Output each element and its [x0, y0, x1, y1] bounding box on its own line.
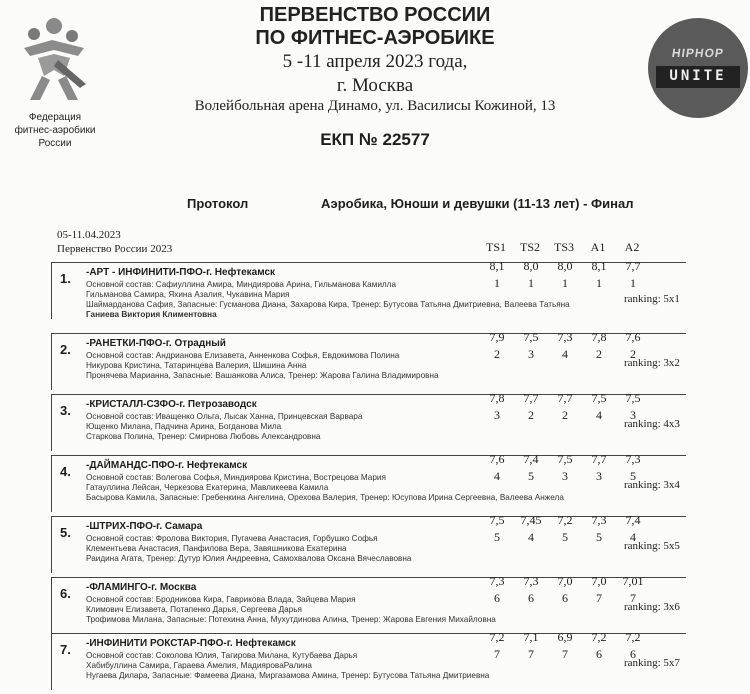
judge-place: 7: [494, 647, 500, 661]
ranking-label: ranking: 3x2: [624, 357, 680, 369]
federation-name-line3: России: [38, 138, 72, 149]
result-place: 1.: [60, 271, 71, 286]
ranking-label: ranking: 5x7: [624, 657, 680, 669]
result-place: 3.: [60, 403, 71, 418]
judge-place: 2: [562, 408, 568, 422]
judge-place: 1: [528, 276, 534, 290]
roster-line: Основной состав: Сафиуллина Амира, Миндиярова Арина, Гильманова Камилла: [86, 280, 397, 289]
team-name: -АРТ - ИНФИНИТИ-ПФО-г. Нефтекамск: [86, 267, 276, 278]
judge-place: 6: [596, 647, 602, 661]
judge-place: 4: [494, 469, 500, 483]
judge-score: 7,8: [591, 330, 607, 344]
result-place: 2.: [60, 342, 71, 357]
result-entry: [51, 330, 686, 390]
result-entry: [51, 452, 686, 512]
judge-place: 2: [596, 347, 602, 361]
judge-score: 7,3: [591, 513, 607, 527]
event-dates: 5 -11 апреля 2023 года,: [282, 51, 468, 72]
judge-place: 3: [528, 347, 534, 361]
judge-score: 7,7: [523, 391, 539, 405]
judge-score: 7,4: [523, 452, 539, 466]
judge-score: 7,7: [591, 452, 607, 466]
judge-score: 7,2: [489, 630, 505, 644]
judge-place: 5: [562, 530, 568, 544]
judge-place: 3: [596, 469, 602, 483]
roster-line: Основной состав: Иващенко Ольга, Лысак Ханна, Принцевская Варвара: [86, 412, 363, 421]
judge-score: 8,0: [557, 259, 573, 273]
judge-score: 7,0: [557, 574, 573, 588]
judge-place: 6: [528, 591, 534, 605]
judge-score: 7,8: [489, 391, 505, 405]
judge-score: 7,6: [625, 330, 641, 344]
result-entry: [51, 630, 686, 690]
roster-line: Ганиева Виктория Климентовна: [86, 310, 217, 319]
roster-line: Основной состав: Соколова Юлия, Тагирова Милана, Кутубаева Дарья: [86, 651, 358, 660]
judge-score: 7,5: [523, 330, 539, 344]
judge-place: 7: [562, 647, 568, 661]
judge-place: 6: [630, 647, 636, 661]
federation-logo: [14, 14, 94, 106]
judge-score: 7,5: [489, 513, 505, 527]
judge-place: 1: [596, 276, 602, 290]
result-entry: [51, 574, 686, 634]
roster-line: Основной состав: Фролова Виктория, Пугачева Анастасия, Горбушко Софья: [86, 534, 378, 543]
judge-place: 5: [596, 530, 602, 544]
ranking-label: ranking: 4x3: [624, 418, 680, 430]
ranking-label: ranking: 3x4: [624, 479, 680, 491]
judge-score: 8,1: [591, 259, 607, 273]
judge-place: 1: [494, 276, 500, 290]
judge-score: 6,9: [557, 630, 573, 644]
column-header-a2: A2: [624, 240, 640, 254]
judge-place: 3: [630, 408, 636, 422]
column-header-ts1: TS1: [485, 240, 506, 254]
judge-score: 7,5: [557, 452, 573, 466]
judge-place: 4: [596, 408, 602, 422]
roster-line: Трофимова Милана, Запасные: Потехина Анна, Мухутдинова Алина, Тренер: Жарова Евгения Михайловна: [86, 615, 496, 624]
judge-place: 4: [528, 530, 534, 544]
protocol-event: Первенство России 2023: [57, 243, 173, 255]
hiphop-unite-badge: [648, 18, 748, 118]
roster-line: Основной состав: Бродникова Кира, Гаврикова Влада, Зайцева Мария: [86, 595, 356, 604]
judge-place: 2: [494, 347, 500, 361]
federation-name-line2: фитнес-аэробики: [14, 125, 96, 136]
roster-line: Гильманова Самира, Яхина Азалия, Чукавина Мария: [86, 290, 290, 299]
badge-bottom-text: UNITE: [669, 68, 727, 84]
roster-line: Старкова Полина, Тренер: Смирнова Любовь Александровна: [86, 432, 321, 441]
judge-place: 3: [562, 469, 568, 483]
protocol-title: Аэробика, Юноши и девушки (11-13 лет) - Финал: [321, 196, 634, 211]
judge-place: 4: [562, 347, 568, 361]
team-name: -ДАЙМАНДС-ПФО-г. Нефтекамск: [86, 460, 248, 471]
judge-score: 7,1: [523, 630, 539, 644]
judge-score: 7,3: [625, 452, 641, 466]
team-name: -ШТРИХ-ПФО-г. Самара: [86, 521, 203, 532]
judge-score: 7,01: [622, 574, 644, 588]
judge-score: 7,7: [625, 259, 641, 273]
judge-place: 1: [630, 276, 636, 290]
roster-line: Основной состав: Андрианова Елизавета, Анненкова Софья, Евдокимова Полина: [86, 351, 400, 360]
judge-place: 5: [494, 530, 500, 544]
result-place: 7.: [60, 642, 71, 657]
judge-score: 7,9: [489, 330, 505, 344]
judge-score: 7,4: [625, 513, 641, 527]
roster-line: Нугаева Дилара, Запасные: Фамеева Диана, Миргазамова Амина, Тренер: Бутусова Татьяна Дмитриевна: [86, 671, 490, 680]
judge-place: 7: [630, 591, 636, 605]
federation-name-line1: Федерация: [28, 112, 82, 123]
judge-score: 7,7: [557, 391, 573, 405]
judge-place: 2: [630, 347, 636, 361]
ranking-label: ranking: 5x5: [624, 540, 680, 552]
judge-score: 7,6: [489, 452, 505, 466]
judge-place: 7: [528, 647, 534, 661]
judge-score: 7,45: [520, 513, 542, 527]
event-city: г. Москва: [336, 75, 414, 96]
judge-score: 7,2: [557, 513, 573, 527]
judge-score: 7,3: [489, 574, 505, 588]
roster-line: Гатауллина Лейсан, Черкезова Екатерина, Мавликеева Камила: [86, 483, 329, 492]
event-title-line2: ПО ФИТНЕС-АЭРОБИКЕ: [255, 27, 495, 49]
roster-line: Раидина Агата, Тренер: Дутур Юлия Андреевна, Самохвалова Оксана Вячеславовна: [86, 554, 412, 563]
judge-place: 4: [630, 530, 636, 544]
judge-place: 1: [562, 276, 568, 290]
roster-line: Пронячева Марианна, Запасные: Вашанкова Алиса, Тренер: Жарова Галина Владимировна: [86, 371, 439, 380]
protocol-date: 05-11.04.2023: [57, 229, 121, 241]
result-entry: [51, 391, 686, 451]
team-name: -РАНЕТКИ-ПФО-г. Отрадный: [86, 338, 226, 349]
judge-score: 7,5: [625, 391, 641, 405]
result-place: 4.: [60, 464, 71, 479]
roster-line: Основной состав: Волегова Софья, Миндиярова Кристина, Вострецова Мария: [86, 473, 386, 482]
judge-score: 8,0: [523, 259, 539, 273]
team-name: -КРИСТАЛЛ-СЗФО-г. Петрозаводск: [86, 399, 257, 410]
roster-line: Клементьева Анастасия, Панфилова Вера, Завяшникова Екатерина: [86, 544, 347, 553]
event-title-line1: ПЕРВЕНСТВО РОССИИ: [259, 4, 491, 26]
federation-emblem-icon: [14, 14, 94, 106]
judge-place: 3: [494, 408, 500, 422]
judge-score: 7,2: [625, 630, 641, 644]
judge-score: 7,0: [591, 574, 607, 588]
ranking-label: ranking: 3x6: [624, 601, 680, 613]
column-header-a1: A1: [590, 240, 606, 254]
column-header-ts2: TS2: [519, 240, 540, 254]
result-entry: [51, 259, 686, 319]
badge-top-text: HIPHOP: [671, 46, 725, 60]
ranking-label: ranking: 5x1: [624, 293, 680, 305]
roster-line: Шаймарданова Сафия, Запасные: Гусманова Диана, Захарова Кира, Тренер: Бутусова Татьяна Дмитриевна, Валеева Татьяна: [86, 300, 570, 309]
judge-place: 7: [596, 591, 602, 605]
judge-score: 7,3: [523, 574, 539, 588]
judge-score: 7,5: [591, 391, 607, 405]
judge-place: 2: [528, 408, 534, 422]
column-header-ts3: TS3: [553, 240, 574, 254]
result-place: 5.: [60, 525, 71, 540]
event-venue: Волейбольная арена Динамо, ул. Василисы Кожиной, 13: [194, 98, 556, 114]
roster-line: Климович Елизавета, Потапенко Дарья, Сергеева Дарья: [86, 605, 302, 614]
judge-score: 7,3: [557, 330, 573, 344]
judge-place: 5: [528, 469, 534, 483]
team-name: -ИНФИНИТИ РОКСТАР-ПФО-г. Нефтекамск: [86, 638, 296, 649]
judge-place: 6: [562, 591, 568, 605]
protocol-label: Протокол: [187, 196, 249, 211]
roster-line: Хабибуллина Самира, Гараева Амелия, МадияроваРалина: [86, 661, 312, 670]
roster-line: Ющенко Милана, Падчина Арина, Богданова Мила: [86, 422, 282, 431]
judge-score: 7,2: [591, 630, 607, 644]
result-place: 6.: [60, 586, 71, 601]
team-name: -ФЛАМИНГО-г. Москва: [86, 582, 197, 593]
judge-place: 5: [630, 469, 636, 483]
ekp-number: ЕКП № 22577: [320, 130, 430, 149]
judge-score: 8,1: [489, 259, 505, 273]
roster-line: Басырова Камила, Запасные: Гребенкина Ангелина, Орехова Валерия, Тренер: Юсупова Ирина Сергеевна, Валеева Анжела: [86, 493, 564, 502]
roster-line: Никурова Кристина, Татаринцева Валерия, Шишина Анна: [86, 361, 307, 370]
judge-place: 6: [494, 591, 500, 605]
result-entry: [51, 513, 686, 573]
